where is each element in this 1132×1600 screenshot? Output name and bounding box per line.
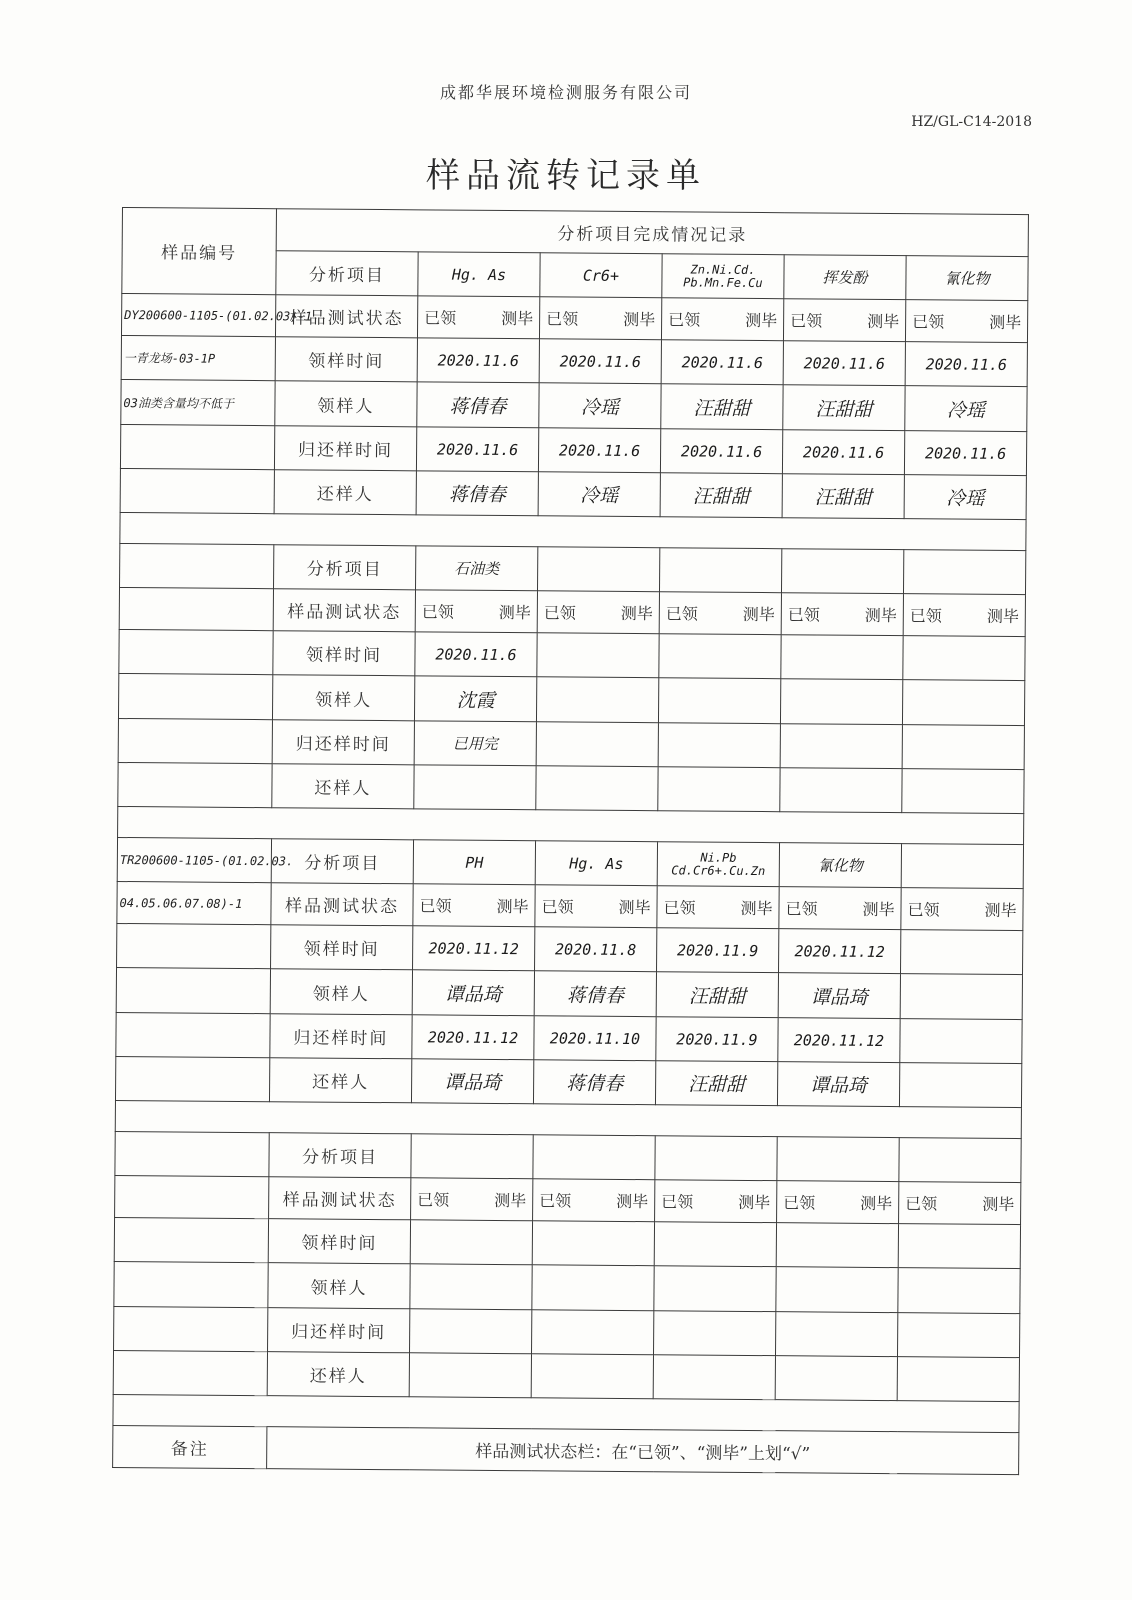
analysis-item-cell: Hg. As: [535, 841, 657, 886]
sample-number-cell: [117, 923, 271, 968]
return-time-cell: 2020.11.6: [538, 428, 660, 473]
returner-cell: [902, 769, 1024, 814]
row-label-analysis-item: 分析项目: [269, 1133, 411, 1178]
taker-cell: [898, 1268, 1020, 1314]
return-time-cell: [410, 1309, 532, 1354]
company-name: 成都华展环境检测服务有限公司: [439, 83, 692, 102]
status-taken[interactable]: 已领: [907, 900, 940, 920]
status-done[interactable]: 测毕: [982, 1194, 1015, 1215]
returner-cell: [409, 1353, 531, 1398]
returner-cell: 蒋倩春: [533, 1060, 655, 1105]
block-1-row-test-status: [121, 294, 1027, 343]
analysis-item-cell: [901, 844, 1023, 889]
return-time-cell: 2020.11.10: [534, 1016, 656, 1061]
return-time-cell: [654, 1311, 776, 1356]
sample-number-cell: TR200600-1105-(01.02.03.: [117, 837, 271, 882]
sample-number-cell: 03油类含量均不低于: [121, 379, 275, 425]
status-done[interactable]: 测毕: [494, 1190, 527, 1211]
sample-number-cell: [115, 1175, 269, 1218]
row-label-taker: 领样人: [270, 969, 412, 1015]
take-time-cell: [898, 1224, 1020, 1269]
taker-cell: 汪甜甜: [661, 384, 783, 430]
taker-cell: [658, 678, 780, 724]
taker-cell: [780, 679, 902, 725]
taker-cell: 谭品琦: [412, 970, 534, 1016]
status-taken[interactable]: 已领: [785, 899, 818, 919]
returner-cell: 谭品琦: [777, 1062, 899, 1107]
return-time-cell: 2020.11.6: [782, 430, 904, 475]
status-taken[interactable]: 已领: [661, 1192, 694, 1212]
row-label-take-time: 领样时间: [273, 631, 415, 676]
document-code: HZ/GL-C14-2018: [911, 114, 1032, 130]
status-cell[interactable]: [535, 885, 657, 928]
status-taken[interactable]: 已领: [663, 898, 696, 918]
sample-number-cell: [120, 424, 274, 469]
take-time-cell: 2020.11.8: [535, 927, 657, 972]
taker-cell: 冷瑶: [905, 386, 1027, 432]
row-label-test-status: 样品测试状态: [271, 883, 413, 926]
status-done[interactable]: 测毕: [738, 1192, 771, 1213]
return-time-cell: 2020.11.6: [904, 431, 1026, 476]
block-2-row-test-status: [119, 587, 1025, 636]
take-time-cell: [654, 1222, 776, 1267]
returner-cell: 汪甜甜: [655, 1061, 777, 1106]
status-done[interactable]: 测毕: [867, 311, 900, 332]
sample-number-cell: 04.05.06.07.08)-1: [117, 881, 271, 924]
status-cell[interactable]: [777, 1181, 899, 1224]
analysis-item-cell: Zn.Ni.Cd. Pb.Mn.Fe.Cu: [662, 254, 784, 299]
sample-number-cell: DY200600-1105-(01.02.03)-1: [121, 294, 275, 337]
status-taken[interactable]: 已领: [539, 1191, 572, 1211]
sample-number-cell: [115, 1131, 269, 1176]
status-taken[interactable]: 已领: [783, 1193, 816, 1213]
return-time-cell: 2020.11.9: [656, 1017, 778, 1062]
analysis-item-cell: Cr6+: [540, 253, 662, 298]
returner-cell: 汪甜甜: [782, 474, 904, 519]
block-4-row-returner: [113, 1350, 1019, 1401]
row-label-test-status: 样品测试状态: [275, 295, 417, 338]
block-4-row-return-time: [114, 1306, 1020, 1357]
row-label-return-time: 归还样时间: [270, 1014, 412, 1059]
return-time-cell: [775, 1312, 897, 1357]
status-done[interactable]: 测毕: [496, 896, 529, 917]
status-done[interactable]: 测毕: [745, 310, 778, 331]
status-cell[interactable]: [899, 1182, 1021, 1225]
status-cell[interactable]: [779, 887, 901, 930]
analysis-item-cell: [659, 548, 781, 593]
status-cell[interactable]: [781, 593, 903, 636]
return-time-cell: [900, 1019, 1022, 1064]
status-done[interactable]: 测毕: [742, 604, 775, 625]
status-cell[interactable]: [659, 592, 781, 635]
returner-cell: 冷瑶: [904, 475, 1026, 520]
sample-no-header: 样品编号: [122, 208, 277, 295]
status-taken[interactable]: 已领: [912, 312, 945, 332]
sample-number-cell: [114, 1306, 268, 1351]
taker-cell: 冷瑶: [539, 383, 661, 429]
status-taken[interactable]: 已领: [790, 311, 823, 331]
take-time-cell: 2020.11.6: [417, 338, 539, 383]
take-time-cell: [659, 634, 781, 679]
status-done[interactable]: 测毕: [860, 1193, 893, 1214]
analysis-item-cell: [533, 1135, 655, 1180]
block-4-row-test-status: [115, 1175, 1021, 1224]
take-time-cell: 2020.11.12: [413, 926, 535, 971]
remark-note: 样品测试状态栏：在“已领”、“测毕”上划“√”: [267, 1427, 1019, 1475]
status-cell[interactable]: [905, 300, 1027, 343]
block-2-row-taker: [118, 673, 1024, 725]
analysis-item-cell: Ni.Pb Cd.Cr6+.Cu.Zn: [657, 842, 779, 887]
row-label-take-time: 领样时间: [268, 1219, 410, 1264]
row-label-returner: 还样人: [269, 1058, 411, 1103]
status-taken[interactable]: 已领: [417, 1190, 450, 1210]
sample-number-cell: [120, 543, 274, 588]
status-done[interactable]: 测毕: [740, 898, 773, 919]
completion-header: 分析项目完成情况记录: [276, 209, 1028, 257]
return-time-cell: 2020.11.12: [778, 1018, 900, 1063]
return-time-cell: [658, 723, 780, 768]
row-label-returner: 还样人: [274, 470, 416, 515]
returner-cell: [531, 1354, 653, 1399]
returner-cell: [897, 1357, 1019, 1402]
row-label-take-time: 领样时间: [271, 925, 413, 970]
status-cell[interactable]: [903, 594, 1025, 637]
return-time-cell: 已用完: [414, 721, 536, 766]
block-2-row-analysis-item: [120, 543, 1026, 594]
status-taken[interactable]: 已领: [541, 897, 574, 917]
returner-cell: [536, 766, 658, 811]
status-taken[interactable]: 已领: [668, 310, 701, 330]
status-done[interactable]: 测毕: [498, 602, 531, 623]
returner-cell: [780, 768, 902, 813]
take-time-cell: 2020.11.6: [415, 632, 537, 677]
block-2-row-returner: [118, 762, 1024, 813]
row-label-returner: 还样人: [272, 764, 414, 809]
analysis-item-cell: [903, 550, 1025, 595]
take-time-cell: [410, 1220, 532, 1265]
analysis-item-cell: [655, 1136, 777, 1181]
status-cell[interactable]: [661, 298, 783, 341]
status-done[interactable]: 测毕: [501, 308, 534, 329]
taker-cell: 谭品琦: [778, 973, 900, 1019]
taker-cell: 蒋倩春: [534, 971, 656, 1017]
row-label-take-time: 领样时间: [275, 337, 417, 382]
taker-cell: [902, 680, 1024, 726]
analysis-item-cell: [537, 547, 659, 592]
block-1-row-returner: [120, 468, 1026, 519]
form-title: 样品流转记录单: [426, 156, 706, 196]
taker-cell: [532, 1265, 654, 1311]
row-label-taker: 领样人: [275, 381, 417, 427]
take-time-cell: 2020.11.6: [539, 339, 661, 384]
sample-number-cell: [114, 1217, 268, 1262]
row-label-taker: 领样人: [268, 1263, 410, 1309]
take-time-cell: 2020.11.9: [657, 928, 779, 973]
take-time-cell: 2020.11.6: [783, 341, 905, 386]
block-3-row-return-time: [116, 1012, 1022, 1063]
analysis-item-cell: 石油类: [416, 546, 538, 591]
block-1-row-return-time: [120, 424, 1026, 475]
flow-record-sheet: [112, 207, 1028, 1465]
status-taken[interactable]: 已领: [909, 606, 942, 626]
status-done[interactable]: 测毕: [984, 900, 1017, 921]
block-2-row-take-time: [119, 629, 1025, 680]
return-time-cell: [902, 725, 1024, 770]
block-3-row-take-time: [117, 923, 1023, 974]
status-cell[interactable]: [539, 297, 661, 340]
returner-cell: 冷瑶: [538, 472, 660, 517]
status-cell[interactable]: [533, 1179, 655, 1222]
status-cell[interactable]: [417, 296, 539, 339]
returner-cell: [414, 765, 536, 810]
take-time-cell: 2020.11.6: [905, 342, 1027, 387]
record-table: [112, 207, 1029, 1475]
status-done[interactable]: 测毕: [620, 603, 653, 624]
take-time-cell: [901, 930, 1023, 975]
status-taken[interactable]: 已领: [546, 309, 579, 329]
taker-cell: [536, 677, 658, 723]
status-cell[interactable]: [901, 888, 1023, 931]
row-label-returner: 还样人: [267, 1352, 409, 1397]
status-taken[interactable]: 已领: [419, 896, 452, 916]
take-time-cell: 2020.11.12: [779, 929, 901, 974]
status-taken[interactable]: 已领: [543, 603, 576, 623]
taker-cell: [900, 974, 1022, 1020]
row-label-analysis-item: 分析项目: [274, 545, 416, 590]
returner-cell: [899, 1063, 1021, 1108]
sample-number-cell: [113, 1350, 267, 1395]
taker-cell: [410, 1264, 532, 1310]
status-done[interactable]: 测毕: [616, 1191, 649, 1212]
status-taken[interactable]: 已领: [905, 1194, 938, 1214]
row-label-test-status: 样品测试状态: [269, 1177, 411, 1220]
taker-cell: [654, 1266, 776, 1312]
analysis-item-cell: [781, 549, 903, 594]
block-3-row-analysis-item: [117, 837, 1023, 888]
sample-number-cell: [116, 1012, 270, 1057]
status-taken[interactable]: 已领: [787, 605, 820, 625]
analysis-item-cell: [411, 1134, 533, 1179]
block-4-row-analysis-item: [115, 1131, 1021, 1182]
status-taken[interactable]: 已领: [424, 308, 457, 328]
taker-cell: 汪甜甜: [783, 385, 905, 431]
return-time-cell: [532, 1310, 654, 1355]
analysis-item-cell: [777, 1137, 899, 1182]
sample-number-cell: [120, 468, 274, 513]
return-time-cell: [536, 722, 658, 767]
returner-cell: [775, 1356, 897, 1401]
status-cell[interactable]: [783, 299, 905, 342]
row-label-return-time: 归还样时间: [274, 426, 416, 471]
return-time-cell: [780, 724, 902, 769]
block-1-row-take-time: [121, 335, 1027, 386]
returner-cell: 蒋倩春: [416, 471, 538, 516]
block-3-row-returner: [115, 1056, 1021, 1107]
sample-number-cell: [118, 673, 272, 719]
row-label-return-time: 归还样时间: [268, 1308, 410, 1353]
take-time-cell: [903, 636, 1025, 681]
take-time-cell: [781, 635, 903, 680]
return-time-cell: 2020.11.12: [412, 1015, 534, 1060]
returner-cell: 谭品琦: [411, 1059, 533, 1104]
sample-number-cell: [118, 762, 272, 807]
block-2-row-return-time: [118, 718, 1024, 769]
sample-number-cell: 一青龙场-03-1P: [121, 335, 275, 380]
returner-cell: [653, 1355, 775, 1400]
take-time-cell: [532, 1221, 654, 1266]
sample-number-cell: [119, 629, 273, 674]
row-label-return-time: 归还样时间: [272, 720, 414, 765]
return-time-cell: [897, 1313, 1019, 1358]
analysis-item-cell: [899, 1138, 1021, 1183]
taker-cell: 沈霞: [414, 676, 536, 722]
taker-cell: [776, 1267, 898, 1313]
status-taken[interactable]: 已领: [665, 604, 698, 624]
status-done[interactable]: 测毕: [986, 606, 1019, 627]
row-label-analysis-item: 分析项目: [276, 251, 418, 296]
status-cell[interactable]: [413, 884, 535, 927]
row-label-analysis-item: 分析项目: [271, 839, 413, 884]
returner-cell: 汪甜甜: [660, 473, 782, 518]
returner-cell: [658, 767, 780, 812]
status-cell[interactable]: [415, 590, 537, 633]
analysis-item-cell: 氰化物: [779, 843, 901, 888]
sample-number-cell: [115, 1056, 269, 1101]
return-time-cell: 2020.11.6: [660, 429, 782, 474]
status-cell[interactable]: [657, 886, 779, 929]
row-label-taker: 领样人: [272, 675, 414, 721]
status-taken[interactable]: 已领: [421, 602, 454, 622]
status-cell[interactable]: [411, 1178, 533, 1221]
remark-label: 备注: [113, 1425, 267, 1468]
sample-number-cell: [114, 1261, 268, 1307]
status-cell[interactable]: [655, 1180, 777, 1223]
status-cell[interactable]: [537, 591, 659, 634]
take-time-cell: 2020.11.6: [661, 340, 783, 385]
sample-number-cell: [116, 967, 270, 1013]
analysis-item-cell: 挥发酚: [784, 255, 906, 300]
taker-cell: 蒋倩春: [417, 382, 539, 428]
taker-cell: 汪甜甜: [656, 972, 778, 1018]
sample-number-cell: [118, 718, 272, 763]
take-time-cell: [776, 1223, 898, 1268]
status-done[interactable]: 测毕: [618, 897, 651, 918]
status-done[interactable]: 测毕: [864, 605, 897, 626]
status-done[interactable]: 测毕: [623, 309, 656, 330]
return-time-cell: 2020.11.6: [416, 427, 538, 472]
block-3-row-test-status: [117, 881, 1023, 930]
status-done[interactable]: 测毕: [989, 312, 1022, 333]
analysis-item-cell: Hg. As: [418, 252, 540, 297]
take-time-cell: [537, 633, 659, 678]
row-label-test-status: 样品测试状态: [273, 589, 415, 632]
block-1-row-taker: [121, 379, 1027, 431]
analysis-item-cell: PH: [413, 840, 535, 885]
analysis-item-cell: 氰化物: [906, 256, 1028, 301]
sample-number-cell: [119, 587, 273, 630]
block-4-row-taker: [114, 1261, 1020, 1313]
block-4-row-take-time: [114, 1217, 1020, 1268]
status-done[interactable]: 测毕: [862, 899, 895, 920]
block-3-row-taker: [116, 967, 1022, 1019]
